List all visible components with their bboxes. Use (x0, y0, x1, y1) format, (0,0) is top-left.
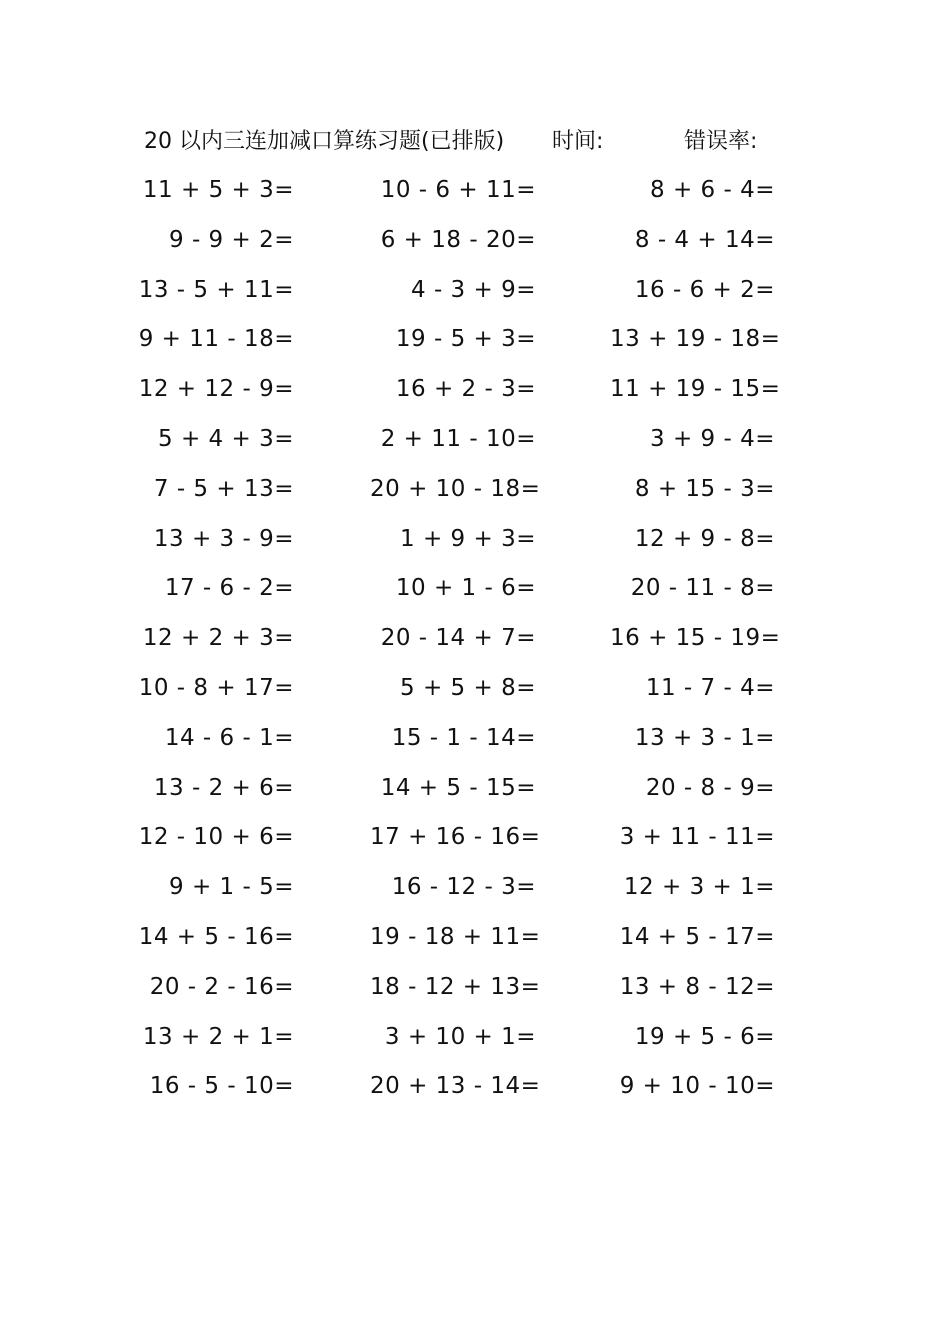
math-problem: 8 + 15 - 3= (634, 475, 775, 502)
math-problem: 16 - 5 - 10= (149, 1073, 294, 1100)
math-problem: 18 - 12 + 13= (370, 973, 541, 1000)
math-problem: 7 - 5 + 13= (153, 475, 294, 502)
math-problem: 8 - 4 + 14= (634, 226, 775, 253)
math-problem: 3 + 9 - 4= (650, 425, 775, 452)
math-problem: 20 - 14 + 7= (380, 625, 536, 652)
math-problem: 19 - 5 + 3= (395, 326, 536, 353)
math-problem: 14 + 5 - 16= (138, 923, 294, 950)
math-problem: 10 + 1 - 6= (395, 575, 536, 602)
math-problem: 19 + 5 - 6= (634, 1023, 775, 1050)
math-problem: 16 - 12 - 3= (391, 874, 536, 901)
math-problem: 4 - 3 + 9= (411, 276, 536, 303)
math-problem: 14 + 5 - 17= (619, 923, 775, 950)
math-problem: 17 - 6 - 2= (164, 575, 294, 602)
math-problem: 16 - 6 + 2= (634, 276, 775, 303)
math-problem: 13 + 8 - 12= (619, 973, 775, 1000)
math-problem: 3 + 10 + 1= (384, 1023, 536, 1050)
time-label: 时间: (552, 129, 604, 154)
problem-grid (130, 166, 830, 1112)
math-problem: 11 - 7 - 4= (645, 674, 775, 701)
math-problem: 12 + 9 - 8= (634, 525, 775, 552)
math-problem: 20 + 13 - 14= (370, 1073, 541, 1100)
math-problem: 20 - 8 - 9= (645, 774, 775, 801)
math-problem: 9 + 10 - 10= (619, 1073, 775, 1100)
math-problem: 9 - 9 + 2= (169, 226, 294, 253)
math-problem: 16 + 15 - 19= (610, 625, 781, 652)
math-problem: 9 + 1 - 5= (169, 874, 294, 901)
math-problem: 13 + 3 - 1= (634, 724, 775, 751)
math-problem: 14 + 5 - 15= (380, 774, 536, 801)
math-problem: 20 + 10 - 18= (370, 475, 541, 502)
math-problem: 9 + 11 - 18= (138, 326, 294, 353)
math-problem: 14 - 6 - 1= (164, 724, 294, 751)
math-problem: 2 + 11 - 10= (380, 425, 536, 452)
math-problem: 12 + 12 - 9= (138, 376, 294, 403)
math-problem: 20 - 11 - 8= (630, 575, 775, 602)
math-problem: 12 + 2 + 3= (142, 625, 294, 652)
worksheet-header (144, 124, 784, 160)
error-rate-label: 错误率: (684, 129, 758, 154)
math-problem: 12 + 3 + 1= (623, 874, 775, 901)
math-problem: 15 - 1 - 14= (391, 724, 536, 751)
math-problem: 11 + 5 + 3= (142, 177, 294, 203)
math-problem: 13 + 3 - 9= (153, 525, 294, 552)
math-problem: 17 + 16 - 16= (370, 824, 541, 851)
math-problem: 8 + 6 - 4= (650, 177, 775, 203)
math-problem: 16 + 2 - 3= (395, 376, 536, 403)
math-problem: 13 - 2 + 6= (153, 774, 294, 801)
math-problem: 11 + 19 - 15= (610, 376, 781, 403)
worksheet-title: 20 以内三连加减口算练习题(已排版) (144, 129, 505, 154)
math-problem: 13 - 5 + 11= (138, 276, 294, 303)
math-problem: 5 + 4 + 3= (158, 425, 294, 452)
math-problem: 13 + 2 + 1= (142, 1023, 294, 1050)
math-problem: 12 - 10 + 6= (138, 824, 294, 851)
math-problem: 19 - 18 + 11= (370, 923, 541, 950)
math-problem: 6 + 18 - 20= (380, 226, 536, 253)
math-problem: 13 + 19 - 18= (610, 326, 781, 353)
math-problem: 10 - 8 + 17= (138, 674, 294, 701)
math-problem: 1 + 9 + 3= (400, 525, 536, 552)
math-problem: 20 - 2 - 16= (149, 973, 294, 1000)
math-problem: 10 - 6 + 11= (380, 177, 536, 203)
math-problem: 5 + 5 + 8= (400, 674, 536, 701)
math-problem: 3 + 11 - 11= (619, 824, 775, 851)
